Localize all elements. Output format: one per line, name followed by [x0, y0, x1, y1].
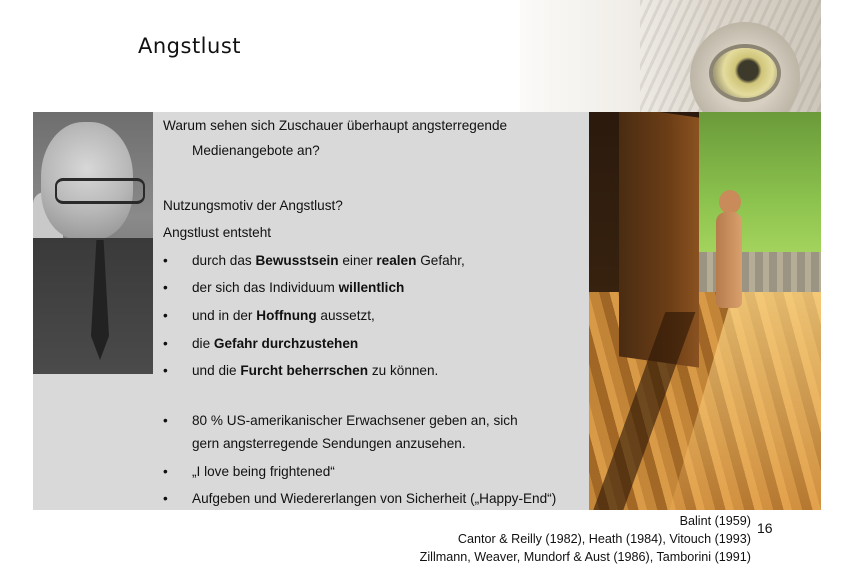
bullet-marker: • — [163, 491, 168, 506]
bullet-text-part: Gefahr, — [416, 253, 465, 268]
bullet-text-part: der sich das Individuum — [192, 280, 339, 295]
bullet-text: Aufgeben und Wiedererlangen von Sicherheit („Happy-End“) — [192, 491, 557, 506]
question-line-2: Medienangebote an? — [192, 143, 320, 158]
bullet-text — [192, 336, 358, 351]
arises-line: Angstlust entsteht — [163, 225, 272, 240]
portrait-glasses — [55, 178, 145, 204]
bullet-text: 80 % US-amerikanischer Erwachsener geben an, sich — [192, 413, 518, 428]
bullet-marker: • — [163, 413, 168, 428]
references — [420, 512, 751, 566]
bullet-bold-part: willentlich — [338, 280, 405, 295]
stat-line-2: gern angsterregende Sendungen anzusehen. — [192, 436, 466, 451]
bullet-text-part: und die — [192, 363, 241, 378]
photo-child — [714, 190, 742, 310]
bullet-text — [192, 363, 438, 378]
owl-eye — [713, 48, 777, 98]
bullet-text-part: und in der — [192, 308, 257, 323]
bullet-text-part: die — [192, 336, 214, 351]
bullet-text-part: einer — [338, 253, 377, 268]
bullet-text-part: durch das — [192, 253, 256, 268]
reference-line: Balint (1959) — [679, 514, 751, 528]
bullet-text — [192, 280, 404, 295]
bullet-text — [192, 253, 465, 268]
bullet-marker: • — [163, 308, 168, 323]
motive-line: Nutzungsmotiv der Angstlust? — [163, 198, 343, 213]
reference-line: Cantor & Reilly (1982), Heath (1984), Vitouch (1993) — [457, 532, 751, 546]
bullet-marker: • — [163, 336, 168, 351]
bullet-text: „I love being frightened“ — [192, 464, 335, 479]
child-body — [716, 212, 742, 308]
reference-line: Zillmann, Weaver, Mundorf & Aust (1986), Tamborini (1991) — [419, 550, 751, 564]
bullet-bold-part: Hoffnung — [256, 308, 317, 323]
owl-image — [520, 0, 821, 112]
bullet-marker: • — [163, 280, 168, 295]
bullet-text — [192, 308, 375, 323]
slide-title: Angstlust — [138, 34, 241, 58]
portrait-photo — [33, 112, 153, 374]
child-head — [719, 190, 741, 214]
bullet-text-part: aussetzt, — [316, 308, 375, 323]
bullet-marker: • — [163, 464, 168, 479]
bullet-bold-part: Gefahr durchzustehen — [213, 336, 359, 351]
bullet-text-part: zu können. — [368, 363, 439, 378]
bullet-marker: • — [163, 363, 168, 378]
child-doorway-photo — [589, 112, 821, 510]
bullet-bold-part: Bewusstsein — [255, 253, 339, 268]
page-number: 16 — [757, 520, 773, 536]
question-line-1: Warum sehen sich Zuschauer überhaupt angsterregende — [163, 118, 508, 133]
bullet-bold-part: Furcht beherrschen — [240, 363, 369, 378]
bullet-marker: • — [163, 253, 168, 268]
bullet-bold-part: realen — [376, 253, 417, 268]
